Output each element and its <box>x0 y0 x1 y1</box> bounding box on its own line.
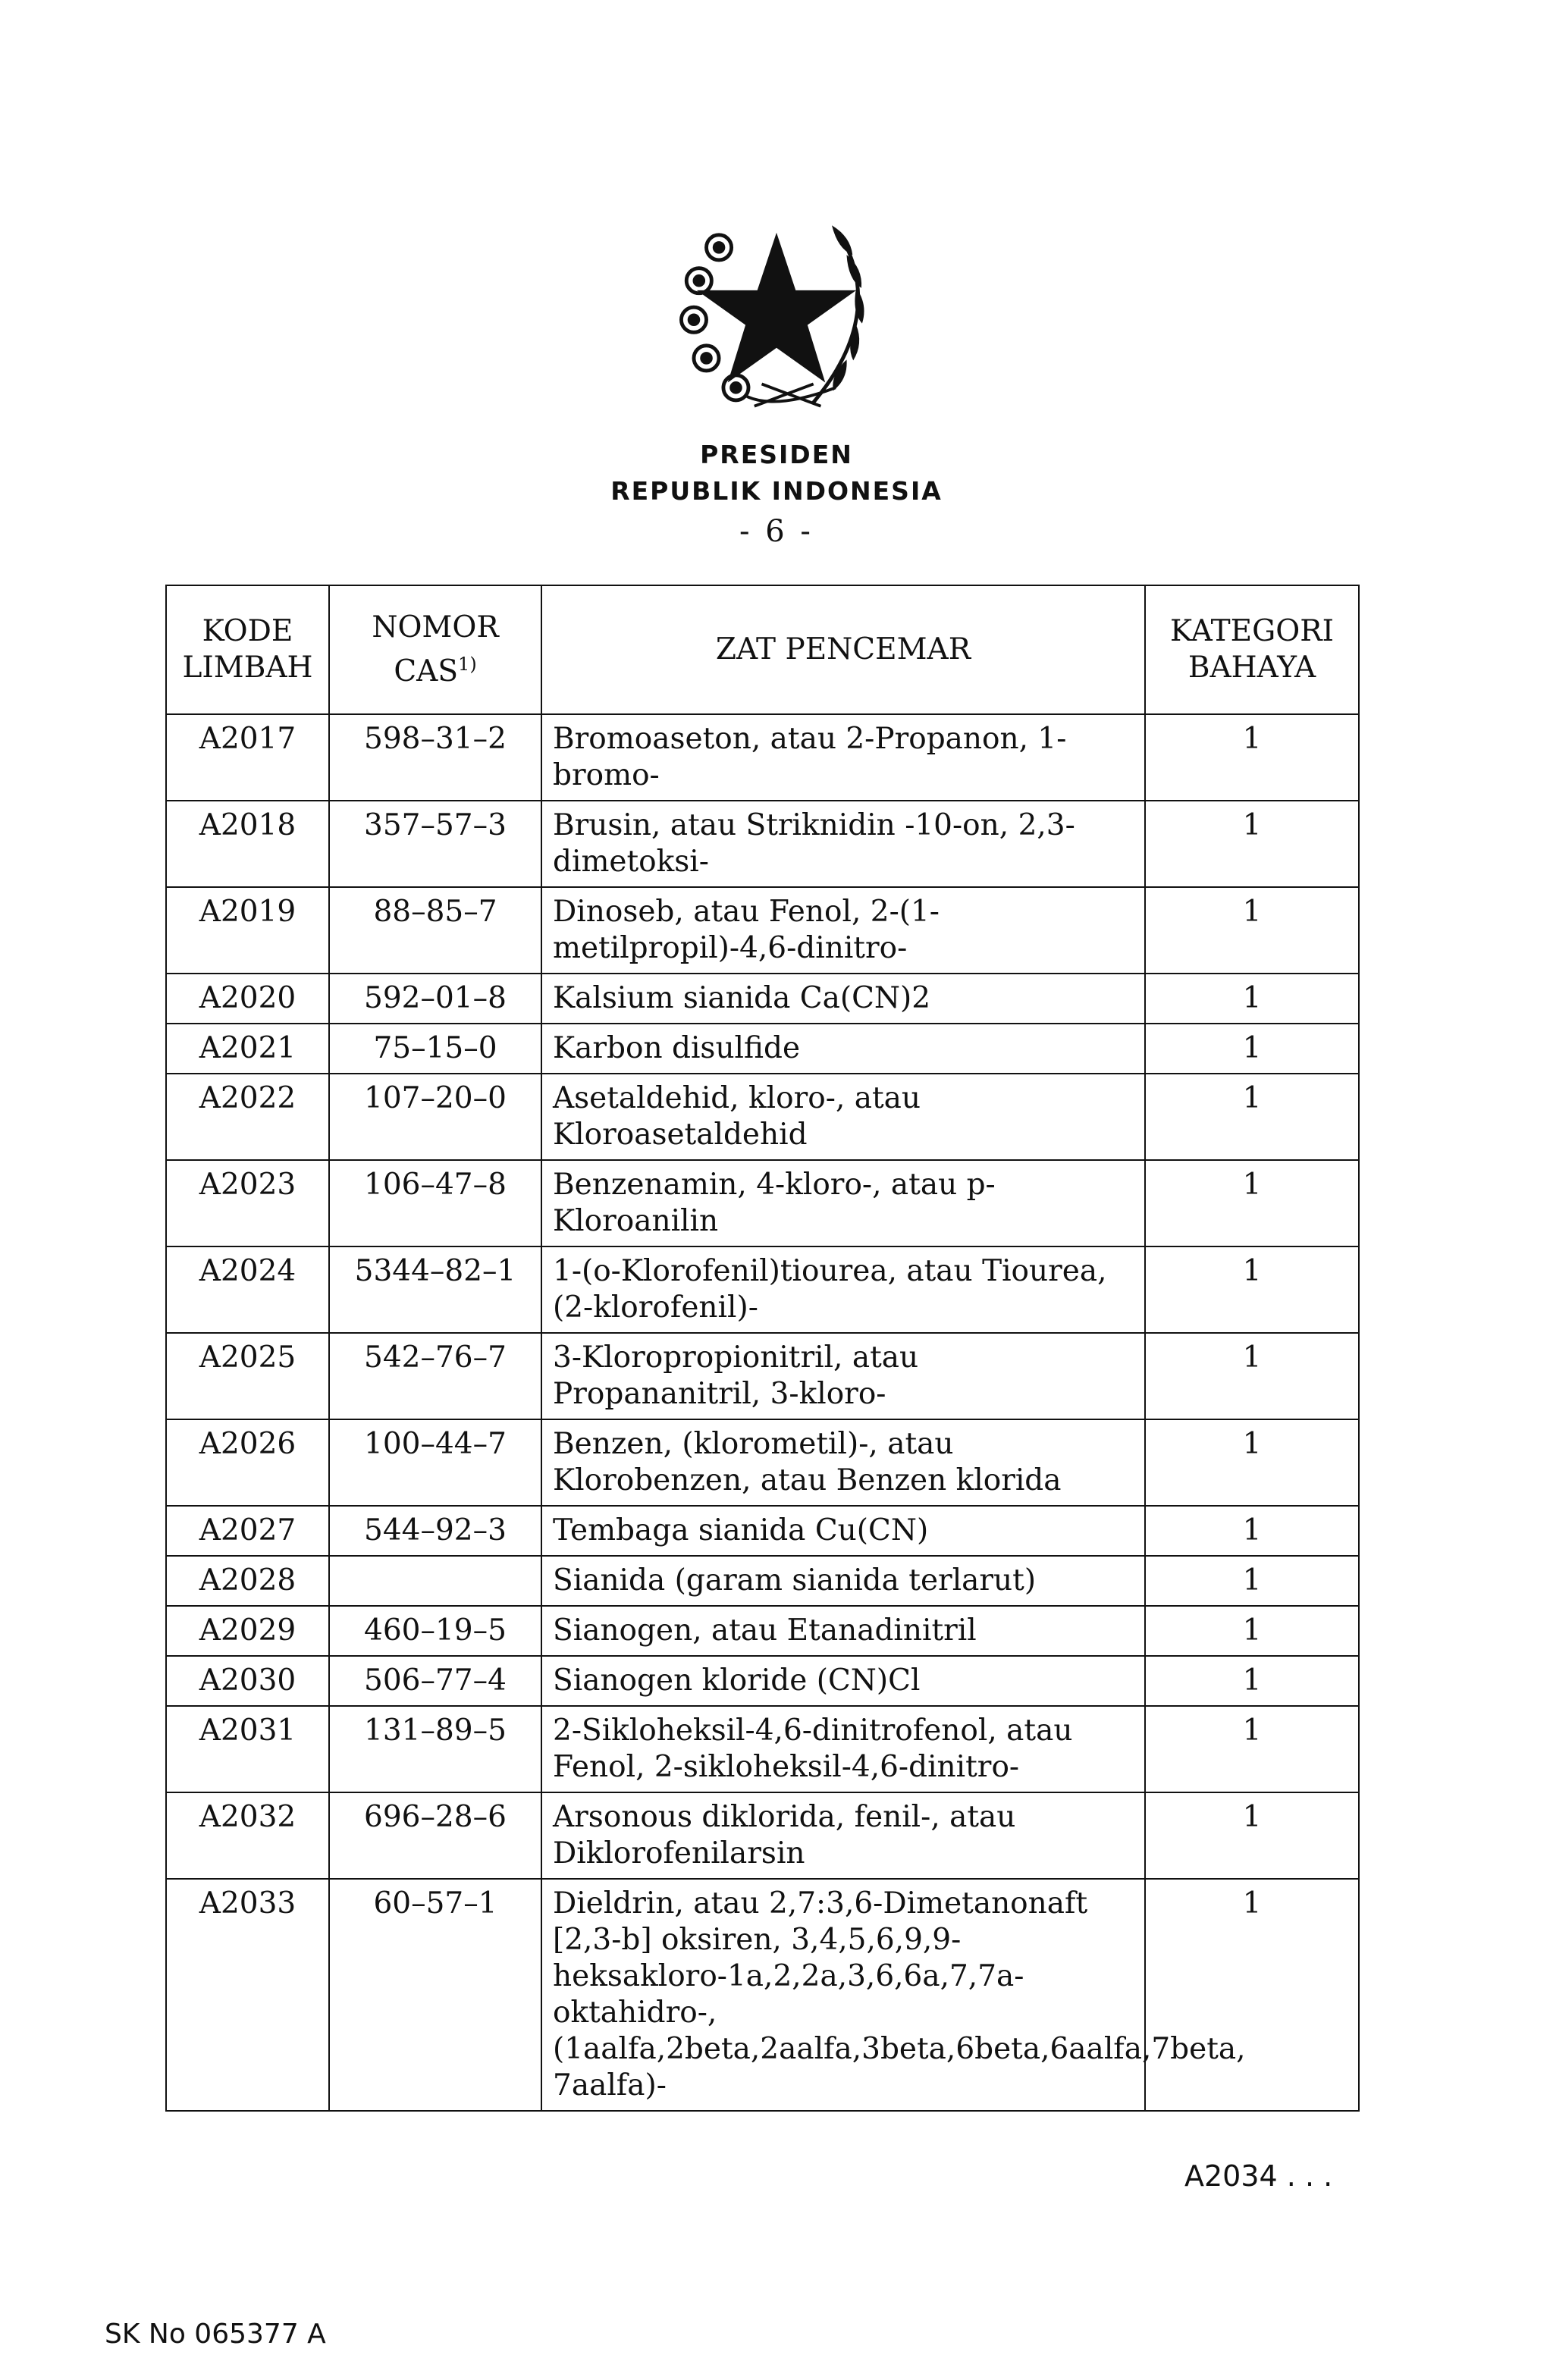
kode-cell: A2020 <box>166 974 329 1024</box>
kategori-cell: 1 <box>1145 887 1359 974</box>
zat-cell: Asetaldehid, kloro-, atau Kloroasetaldehid <box>541 1074 1145 1160</box>
header-presiden: PRESIDEN <box>700 440 853 469</box>
cas-cell: 598–31–2 <box>329 714 541 801</box>
table-row <box>166 1656 1359 1706</box>
kategori-cell: 1 <box>1145 1160 1359 1246</box>
waste-table <box>165 585 1360 2112</box>
table-row <box>166 974 1359 1024</box>
table-row <box>166 1556 1359 1606</box>
header-kode-line1: KODE <box>202 614 293 648</box>
header-cas-footnote: 1) <box>458 654 477 675</box>
table-body <box>166 714 1359 2111</box>
zat-cell: Tembaga sianida Cu(CN) <box>541 1506 1145 1556</box>
table-row <box>166 1160 1359 1246</box>
kategori-cell: 1 <box>1145 1606 1359 1656</box>
kode-cell: A2018 <box>166 801 329 887</box>
cas-cell: 106–47–8 <box>329 1160 541 1246</box>
table-row <box>166 1024 1359 1074</box>
zat-cell: Benzenamin, 4-kloro-, atau p-Kloroanilin <box>541 1160 1145 1246</box>
table-header-row <box>166 585 1359 714</box>
header-kode-limbah <box>166 585 329 714</box>
kode-cell: A2028 <box>166 1556 329 1606</box>
kode-cell: A2021 <box>166 1024 329 1074</box>
header-kat-line1: KATEGORI <box>1170 614 1334 648</box>
cas-cell: 460–19–5 <box>329 1606 541 1656</box>
cas-cell: 542–76–7 <box>329 1333 541 1419</box>
cas-cell: 107–20–0 <box>329 1074 541 1160</box>
zat-cell: Karbon disulfide <box>541 1024 1145 1074</box>
header-kode-line2: LIMBAH <box>182 651 313 685</box>
zat-cell: Brusin, atau Striknidin -10-on, 2,3-dimetoksi- <box>541 801 1145 887</box>
table-row <box>166 801 1359 887</box>
zat-cell: 2-Sikloheksil-4,6-dinitrofenol, atau Fenol, 2-sikloheksil-4,6-dinitro- <box>541 1706 1145 1792</box>
header-kat-line2: BAHAYA <box>1187 651 1316 685</box>
cas-cell: 60–57–1 <box>329 1879 541 2111</box>
kategori-cell: 1 <box>1145 1706 1359 1792</box>
kategori-cell: 1 <box>1145 1879 1359 2111</box>
kategori-cell: 1 <box>1145 1333 1359 1419</box>
zat-cell: Kalsium sianida Ca(CN)2 <box>541 974 1145 1024</box>
cas-cell <box>329 1556 541 1606</box>
table-row <box>166 1333 1359 1419</box>
kode-cell: A2031 <box>166 1706 329 1792</box>
header-republik-indonesia: REPUBLIK INDONESIA <box>610 476 943 506</box>
zat-cell: Sianida (garam sianida terlarut) <box>541 1556 1145 1606</box>
cas-cell: 100–44–7 <box>329 1419 541 1506</box>
kode-cell: A2017 <box>166 714 329 801</box>
table-row <box>166 714 1359 801</box>
cas-cell: 696–28–6 <box>329 1792 541 1879</box>
next-page-marker: A2034 . . . <box>1184 2159 1333 2193</box>
cas-cell: 5344–82–1 <box>329 1246 541 1333</box>
cas-cell: 75–15–0 <box>329 1024 541 1074</box>
table-row <box>166 1246 1359 1333</box>
kode-cell: A2026 <box>166 1419 329 1506</box>
zat-cell: Sianogen kloride (CN)Cl <box>541 1656 1145 1706</box>
kode-cell: A2029 <box>166 1606 329 1656</box>
cas-cell: 357–57–3 <box>329 801 541 887</box>
header-cas-line1: NOMOR <box>372 610 499 644</box>
kategori-cell: 1 <box>1145 1656 1359 1706</box>
kode-cell: A2022 <box>166 1074 329 1160</box>
kode-cell: A2033 <box>166 1879 329 2111</box>
cas-cell: 506–77–4 <box>329 1656 541 1706</box>
page-number: - 6 - <box>739 514 814 549</box>
kode-cell: A2025 <box>166 1333 329 1419</box>
kode-cell: A2019 <box>166 887 329 974</box>
kategori-cell: 1 <box>1145 1792 1359 1879</box>
table-row <box>166 1506 1359 1556</box>
kode-cell: A2030 <box>166 1656 329 1706</box>
kategori-cell: 1 <box>1145 1246 1359 1333</box>
zat-cell: Arsonous diklorida, fenil-, atau Diklorofenilarsin <box>541 1792 1145 1879</box>
zat-cell: Sianogen, atau Etanadinitril <box>541 1606 1145 1656</box>
cas-cell: 131–89–5 <box>329 1706 541 1792</box>
kategori-cell: 1 <box>1145 974 1359 1024</box>
kode-cell: A2027 <box>166 1506 329 1556</box>
zat-cell: Dieldrin, atau 2,7:3,6-Dimetanonaft [2,3-b] oksiren, 3,4,5,6,9,9-heksakloro-1a,2,2a,3,6,6a,7,7a-oktahidro-, (1aalfa,2beta,2aalfa,3beta,6beta,6aalfa,7beta, 7aalfa)- <box>541 1879 1145 2111</box>
zat-cell: Benzen, (klorometil)-, atau Klorobenzen, atau Benzen klorida <box>541 1419 1145 1506</box>
table-row <box>166 1792 1359 1879</box>
table-row <box>166 1074 1359 1160</box>
table-row <box>166 1419 1359 1506</box>
kategori-cell: 1 <box>1145 1024 1359 1074</box>
kategori-cell: 1 <box>1145 1506 1359 1556</box>
kategori-cell: 1 <box>1145 1556 1359 1606</box>
kode-cell: A2032 <box>166 1792 329 1879</box>
kode-cell: A2023 <box>166 1160 329 1246</box>
zat-cell: 3-Kloropropionitril, atau Propananitril, 3-kloro- <box>541 1333 1145 1419</box>
presidential-emblem-icon <box>666 203 887 425</box>
header-zat-pencemar: ZAT PENCEMAR <box>541 585 1145 714</box>
kategori-cell: 1 <box>1145 1074 1359 1160</box>
kategori-cell: 1 <box>1145 801 1359 887</box>
header-kategori-bahaya <box>1145 585 1359 714</box>
cas-cell: 88–85–7 <box>329 887 541 974</box>
cas-cell: 544–92–3 <box>329 1506 541 1556</box>
zat-cell: Bromoaseton, atau 2-Propanon, 1- bromo- <box>541 714 1145 801</box>
sk-number: SK No 065377 A <box>105 2319 326 2350</box>
kategori-cell: 1 <box>1145 714 1359 801</box>
zat-cell: Dinoseb, atau Fenol, 2-(1-metilpropil)-4,6-dinitro- <box>541 887 1145 974</box>
table-row <box>166 1706 1359 1792</box>
kategori-cell: 1 <box>1145 1419 1359 1506</box>
table-row <box>166 1879 1359 2111</box>
header-nomor-cas <box>329 585 541 714</box>
zat-cell: 1-(o-Klorofenil)tiourea, atau Tiourea, (2-klorofenil)- <box>541 1246 1145 1333</box>
cas-cell: 592–01–8 <box>329 974 541 1024</box>
kode-cell: A2024 <box>166 1246 329 1333</box>
table-row <box>166 1606 1359 1656</box>
header-cas-line2: CAS <box>394 654 459 688</box>
table-row <box>166 887 1359 974</box>
